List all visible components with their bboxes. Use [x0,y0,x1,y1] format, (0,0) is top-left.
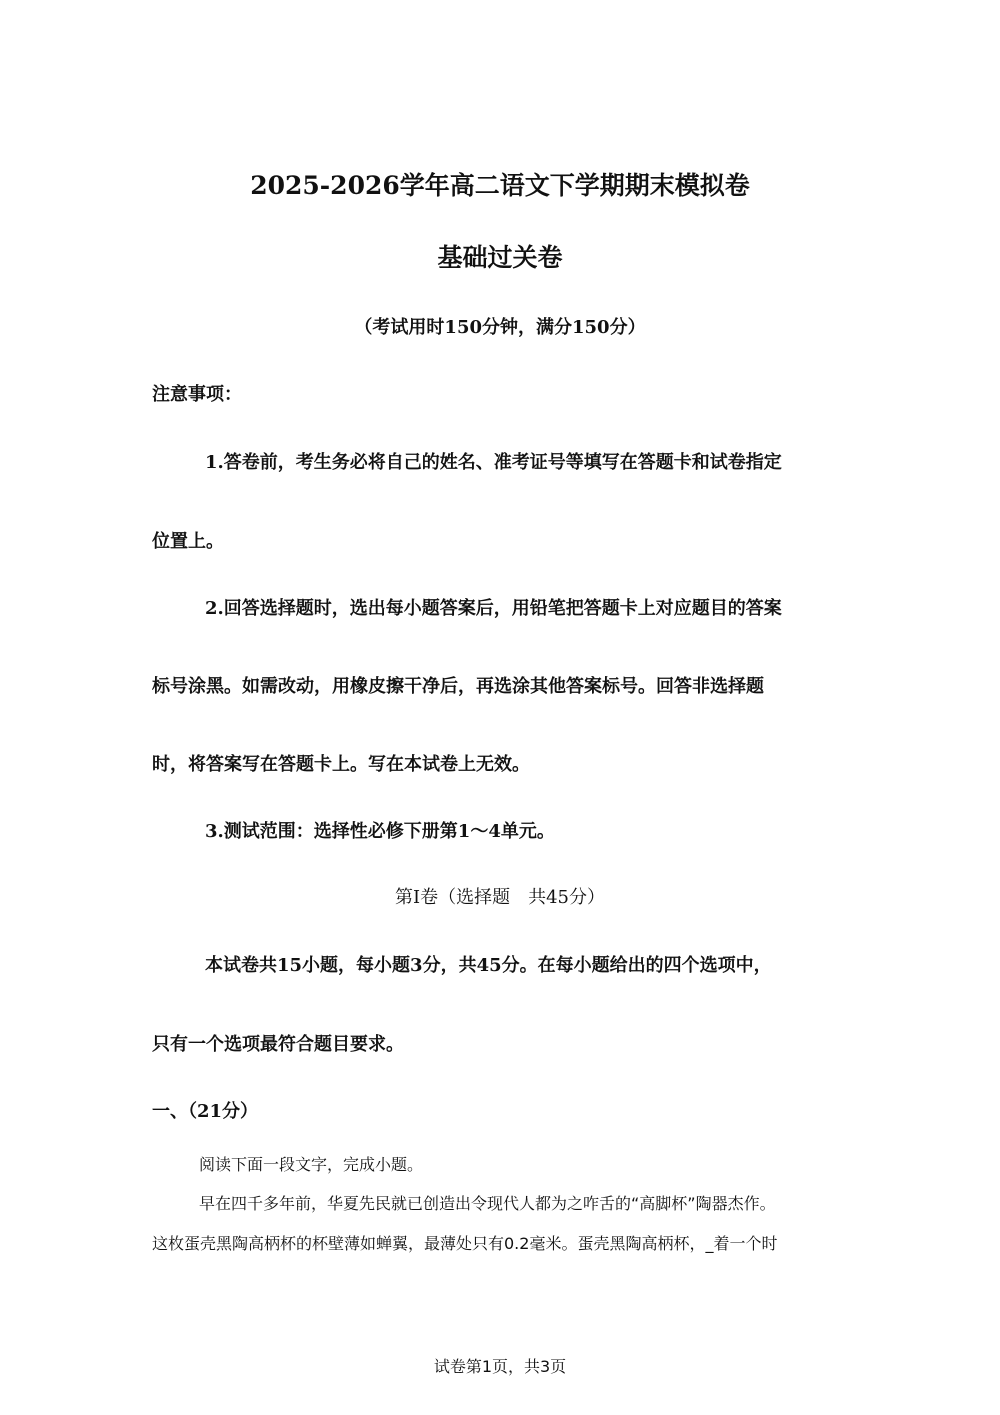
reading-instruction: 阅读下面一段文字，完成小题。 [199,1155,424,1174]
reading-paragraph-line-2: 这枚蛋壳黑陶高柄杯的杯壁薄如蝉翼，最薄处只有0.2毫米。蛋壳黑陶高柄杯，_着一个时 [152,1234,778,1253]
page-footer: 试卷第1页，共3页 [433,1357,567,1376]
notice-item-1-line-1 [205,454,845,472]
part-1-heading: 一、（21分） [152,1101,259,1122]
notice-item-2-line-2: 标号涂黑。如需改动，用橡皮擦干净后，再选涂其他答案标号。回答非选择题 [152,676,764,697]
section-1-intro-line-1: 本试卷共15小题，每小题3分，共45分。在每小题给出的四个选项中， [205,955,772,976]
document-subtitle: 基础过关卷 [437,243,563,272]
notice-item-1-line-2: 位置上。 [152,531,224,552]
section-1-intro-line-2: 只有一个选项最符合题目要求。 [152,1034,404,1055]
notice-item-2-line-3: 时，将答案写在答题卡上。写在本试卷上无效。 [152,754,530,775]
notice-item-1-line-1-text: 1.答卷前，考生务必将自己的姓名、准考证号等填写在答题卡和试卷指定 [205,452,782,473]
exam-info: （考试用时150分钟，满分150分） [354,317,646,338]
section-1-heading: 第Ⅰ卷（选择题 共45分） [394,887,605,908]
notice-heading: 注意事项： [152,384,242,405]
document-title: 2025-2026学年高二语文下学期期末模拟卷 [250,171,750,200]
notice-item-2-line-1: 2.回答选择题时，选出每小题答案后，用铅笔把答题卡上对应题目的答案 [205,598,782,619]
notice-item-3: 3.测试范围：选择性必修下册第1～4单元。 [205,821,555,842]
reading-paragraph-line-1: 早在四千多年前，华夏先民就已创造出令现代人都为之咋舌的“高脚杯”陶器杰作。 [199,1194,776,1213]
